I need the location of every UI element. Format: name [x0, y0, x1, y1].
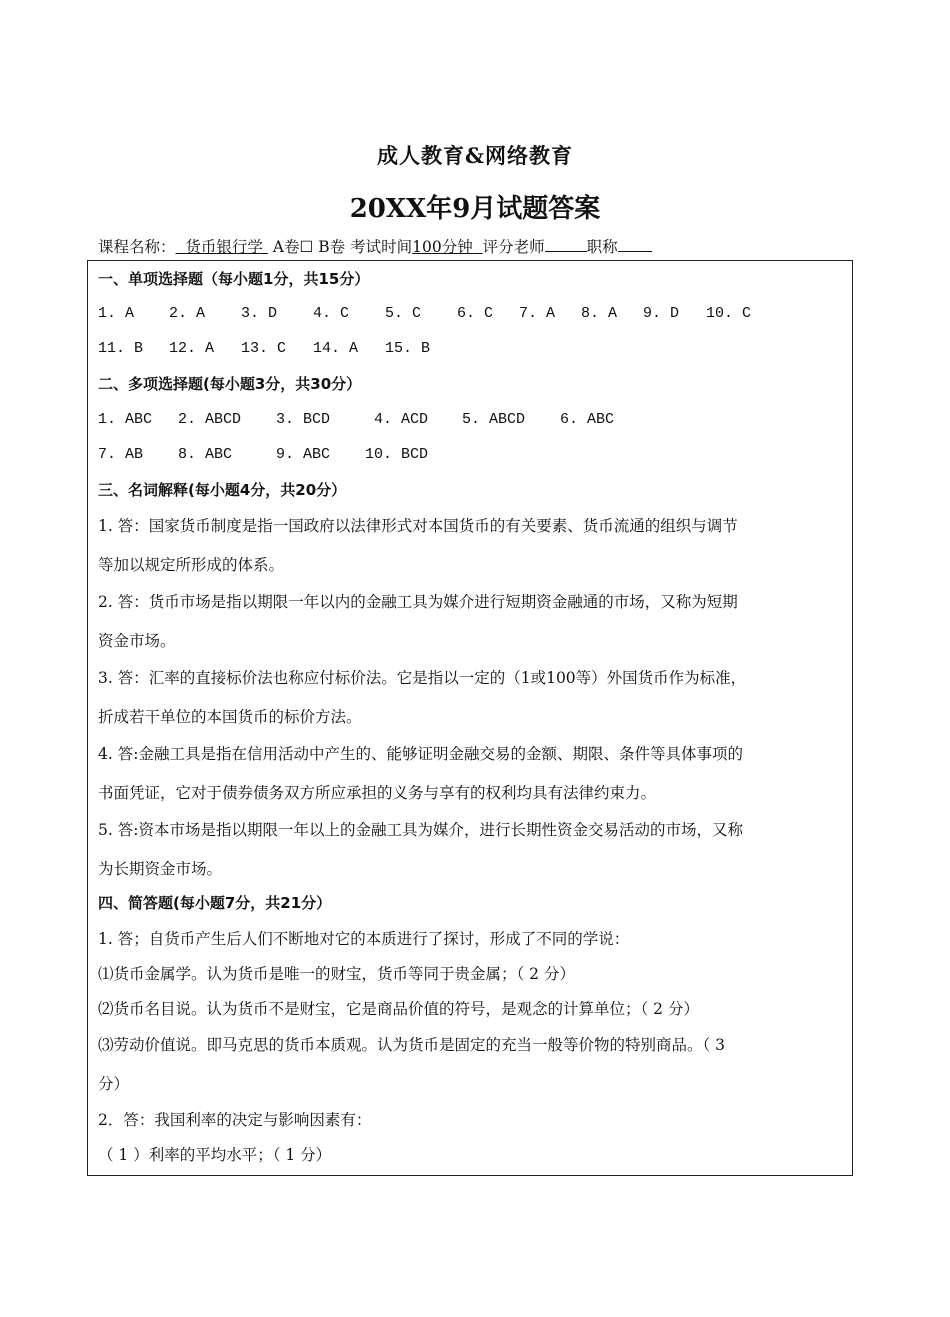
section4-line: （ 1 ）利率的平均水平；（ 1 分） — [98, 1146, 332, 1164]
exam-time: 100分钟 — [412, 238, 473, 256]
answer-item: 14. A — [313, 340, 359, 357]
answer-item: 3. BCD — [276, 411, 331, 428]
section4-line: 分） — [98, 1075, 130, 1093]
answer-item: 1. ABC — [98, 411, 153, 428]
section4-line: ⑶劳动价值说。即马克思的货币本质观。认为货币是固定的充当一般等价物的特别商品。（ 3 — [98, 1036, 726, 1054]
course-name: 货币银行学 — [185, 238, 263, 256]
section3-line: 1. 答：国家货币制度是指一国政府以法律形式对本国货币的有关要素、货币流通的组织与调节 — [98, 517, 738, 535]
grader-label: 评分老师 — [482, 238, 545, 256]
answer-item: 7. AB — [98, 446, 144, 463]
section3-line: 4. 答:金融工具是指在信用活动中产生的、能够证明金融交易的金额、期限、条件等具体事项的 — [98, 745, 743, 763]
answer-item: 2. A — [169, 305, 206, 322]
section2-heading: 二、多项选择题(每小题3分，共30分） — [98, 375, 362, 393]
grader-blank — [545, 237, 587, 252]
answer-item: 6. ABC — [560, 411, 615, 428]
answer-item: 13. C — [241, 340, 287, 357]
section3-line: 为长期资金市场。 — [98, 860, 223, 878]
answer-item: 12. A — [169, 340, 215, 357]
answer-item: 10. C — [706, 305, 752, 322]
title-label: 职称 — [586, 238, 618, 256]
exam-time-label: 考试时间 — [350, 238, 413, 256]
section4-line: ⑴货币金属学。认为货币是唯一的财宝，货币等同于贵金属；（ 2 分） — [98, 965, 575, 983]
section1-row2 — [98, 338, 430, 357]
exam-meta — [98, 235, 652, 257]
answer-item: 10. BCD — [365, 446, 429, 463]
section3-line: 书面凭证，它对于债券债务双方所应承担的义务与享有的权利均具有法律约束力。 — [98, 784, 657, 802]
section3-heading: 三、名词解释(每小题4分，共20分） — [98, 481, 347, 499]
section4-line: ⑵货币名目说。认为货币不是财宝，它是商品价值的符号，是观念的计算单位；（ 2 分） — [98, 1000, 699, 1018]
answer-item: 1. A — [98, 305, 135, 322]
answer-item: 4. C — [313, 305, 350, 322]
answer-item: 9. D — [643, 305, 680, 322]
answer-item: 7. A — [519, 305, 556, 322]
answer-item: 5. C — [385, 305, 422, 322]
section3-line: 2. 答：货币市场是指以期限一年以内的金融工具为媒介进行短期资金融通的市场，又称为短期 — [98, 593, 738, 611]
answer-item: 9. ABC — [276, 446, 331, 463]
title-blank — [618, 237, 652, 252]
answer-box — [87, 260, 853, 1176]
section1-heading: 一、单项选择题（每小题1分，共15分） — [98, 270, 370, 288]
answer-item: 4. ACD — [374, 411, 429, 428]
answer-item: 8. A — [581, 305, 618, 322]
section3-line: 等加以规定所形成的体系。 — [98, 556, 285, 574]
section4-line: 2．答：我国利率的决定与影响因素有： — [98, 1111, 372, 1129]
section3-line: 折成若干单位的本国货币的标价方法。 — [98, 708, 362, 726]
answer-item: 3. D — [241, 305, 278, 322]
section3-line: 资金市场。 — [98, 632, 176, 650]
answer-item: 15. B — [385, 340, 431, 357]
section1-row1 — [98, 303, 751, 322]
course-label: 课程名称： — [98, 238, 176, 256]
paper-type: A卷☐ B卷 — [272, 238, 346, 256]
title-line1: 成人教育&网络教育 — [377, 143, 573, 168]
answer-item: 5. ABCD — [462, 411, 526, 428]
answer-item: 8. ABC — [178, 446, 233, 463]
answer-item: 6. C — [457, 305, 494, 322]
answer-item: 11. B — [98, 340, 144, 357]
section2-row2 — [98, 444, 428, 463]
answer-item: 2. ABCD — [178, 411, 242, 428]
section3-line: 5. 答:资本市场是指以期限一年以上的金融工具为媒介，进行长期性资金交易活动的市场，又称 — [98, 821, 743, 839]
section2-row1 — [98, 409, 614, 428]
section4-line: 1. 答；自货币产生后人们不断地对它的本质进行了探讨，形成了不同的学说： — [98, 930, 630, 948]
section3-line: 3. 答：汇率的直接标价法也称应付标价法。它是指以一定的（1或100等）外国货币作为标准， — [98, 669, 747, 687]
title-line2: 20XX年9月试题答案 — [349, 194, 601, 224]
section4-heading: 四、简答题(每小题7分，共21分） — [98, 894, 332, 912]
